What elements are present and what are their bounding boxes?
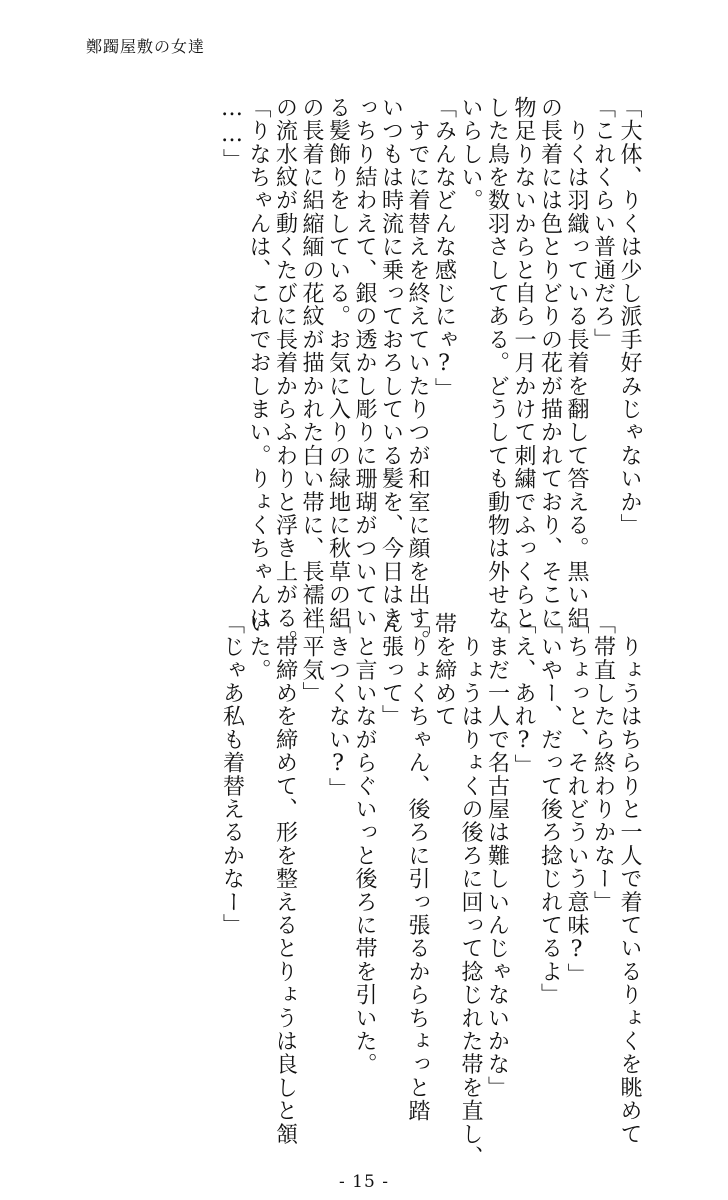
text-column: 「大体、りくは少し派手好みじゃないか」 <box>617 96 642 537</box>
text-column: 「平気」 <box>299 612 324 705</box>
text-column: 「まだ一人で名古屋は難しいんじゃないかな」 <box>484 612 510 1100</box>
text-column: 「帯直したら終わりかなー」 <box>590 612 616 914</box>
text-column: ……」 <box>219 96 245 172</box>
text-column: 「え、あれ?」 <box>511 612 536 778</box>
text-column: いつもは時流に乗っておろしている髪を、今日はき <box>378 96 404 630</box>
text-column: りょうはちらりと一人で着ているりょくを眺めて <box>617 612 642 1146</box>
text-column: の流水紋が動くたびに長着からふわりと浮き上がる。 <box>272 96 298 653</box>
text-column: 帯締めを締めて、形を整えるとりょうは良しと頷 <box>272 612 298 1146</box>
text-column: すでに着替えを終えていたりつが和室に顔を出す。 <box>405 96 430 653</box>
text-column: 「きつくない?」 <box>325 612 351 801</box>
text-column: りょうはりょくの後ろに回って捻じれた帯を直し、 <box>458 612 483 1169</box>
text-column: 「りなちゃんは、これでおしまい。りょくちゃんは <box>246 96 271 630</box>
text-column: いらしい。 <box>458 96 483 212</box>
text-column: 「ちょっと、それどういう意味?」 <box>564 612 589 987</box>
text-column: いた。 <box>246 612 271 682</box>
text-column: した鳥を数羽さしてある。どうしても動物は外せな <box>484 96 510 630</box>
book-title: 鄭躅屋敷の女達 <box>86 37 206 56</box>
text-column: の長着に絽縮緬の花紋が描かれた白い帯に、長襦袢 <box>299 96 324 630</box>
text-column: ん張って」 <box>378 612 404 728</box>
text-column: 「これくらい普通だろ」 <box>590 96 616 352</box>
text-column: 「みんなどんな感じにゃ?」 <box>431 96 457 401</box>
text-column: っちり結わえて、銀の透かし彫りに珊瑚がついてい <box>352 96 377 630</box>
text-block-bottom <box>219 612 642 1169</box>
text-column: る髪飾りをしている。お気に入りの緑地に秋草の絽 <box>325 96 351 630</box>
page-number: - 15 - <box>339 1172 389 1192</box>
text-column: 「いやー、だって後ろ捻じれてるよ」 <box>537 612 563 1007</box>
text-column: りくは羽織っている長着を翻して答える。黒い絽 <box>564 96 589 630</box>
text-column: 「りょくちゃん、後ろに引っ張るからちょっと踏 <box>405 612 430 1123</box>
text-block-top <box>219 96 642 653</box>
text-column: 帯を締めて <box>431 612 457 728</box>
text-column: の長着には色とりどりの花が描かれており、そこに <box>537 96 563 630</box>
text-column: 「じゃあ私も着替えるかなー」 <box>219 612 245 937</box>
text-column: 物足りないからと自ら一月かけて刺繍でふっくらと <box>511 96 536 630</box>
text-column: と言いながらぐいっと後ろに帯を引いた。 <box>352 612 377 1076</box>
